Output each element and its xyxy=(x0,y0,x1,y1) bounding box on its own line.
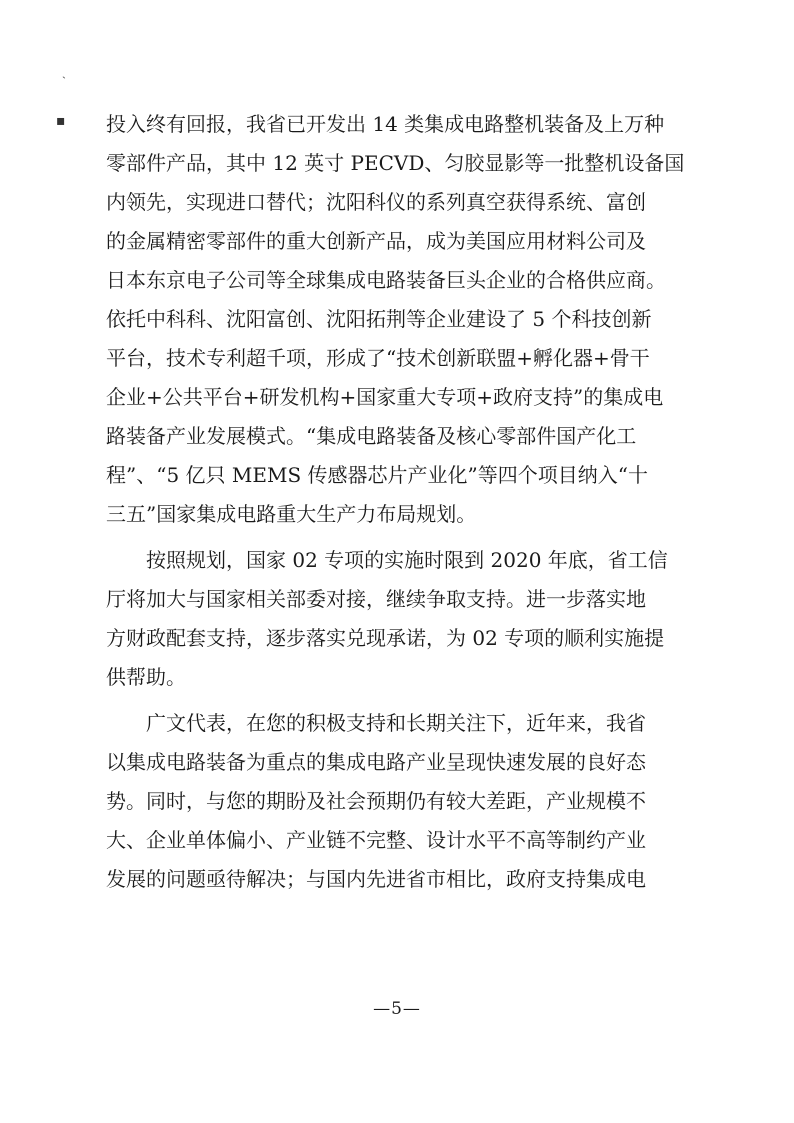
paragraph-1-line: 依托中科科、沈阳富创、沈阳拓荆等企业建设了 5 个科技创新 xyxy=(106,307,652,331)
paragraph-2-line: 按照规划，国家 02 专项的实施时限到 2020 年底，省工信 xyxy=(146,548,668,572)
paragraph-2-line: 供帮助。 xyxy=(106,665,186,689)
paragraph-1 xyxy=(106,105,726,534)
paragraph-1-line: 企业+公共平台+研发机构+国家重大专项+政府支持”的集成电 xyxy=(106,385,664,409)
paragraph-1-line: 日本东京电子公司等全球集成电路装备巨头企业的合格供应商。 xyxy=(106,268,666,292)
paragraph-1-line: 程”、“5 亿只 MEMS 传感器芯片产业化”等四个项目纳入“十 xyxy=(106,463,648,487)
paragraph-1-line: 投入终有回报，我省已开发出 14 类集成电路整机装备及上万种 xyxy=(106,112,665,136)
paragraph-3-line: 发展的问题亟待解决；与国内先进省市相比，政府支持集成电 xyxy=(106,867,646,891)
paragraph-1-line: 零部件产品，其中 12 英寸 PECVD、匀胶显影等一批整机设备国 xyxy=(106,151,685,175)
paragraph-3-line: 以集成电路装备为重点的集成电路产业呈现快速发展的良好态 xyxy=(106,750,646,774)
document-body xyxy=(106,105,726,899)
paragraph-3-line: 广文代表，在您的积极支持和长期关注下，近年来，我省 xyxy=(146,711,646,735)
paragraph-3-line: 大、企业单体偏小、产业链不完整、设计水平不高等制约产业 xyxy=(106,828,646,852)
page-number: —5— xyxy=(373,999,421,1019)
paragraph-3-line: 势。同时，与您的期盼及社会预期仍有较大差距，产业规模不 xyxy=(106,789,646,813)
paragraph-2-line: 厅将加大与国家相关部委对接，继续争取支持。进一步落实地 xyxy=(106,587,646,611)
scan-mark-left: ▪ xyxy=(56,113,66,129)
paragraph-1-line: 内领先，实现进口替代；沈阳科仪的系列真空获得系统、富创 xyxy=(106,190,646,214)
paragraph-2-line: 方财政配套支持，逐步落实兑现承诺，为 02 专项的顺利实施提 xyxy=(106,626,665,650)
paragraph-3 xyxy=(106,704,726,899)
paragraph-1-line: 三五”国家集成电路重大生产力布局规划。 xyxy=(106,502,477,526)
paragraph-1-line: 的金属精密零部件的重大创新产品，成为美国应用材料公司及 xyxy=(106,229,646,253)
paragraph-1-line: 路装备产业发展模式。“集成电路装备及核心零部件国产化工 xyxy=(106,424,637,448)
scan-mark-top: ˏ xyxy=(62,65,66,79)
paragraph-1-line: 平台，技术专利超千项，形成了“技术创新联盟+孵化器+骨干 xyxy=(106,346,650,370)
paragraph-2 xyxy=(106,541,726,697)
